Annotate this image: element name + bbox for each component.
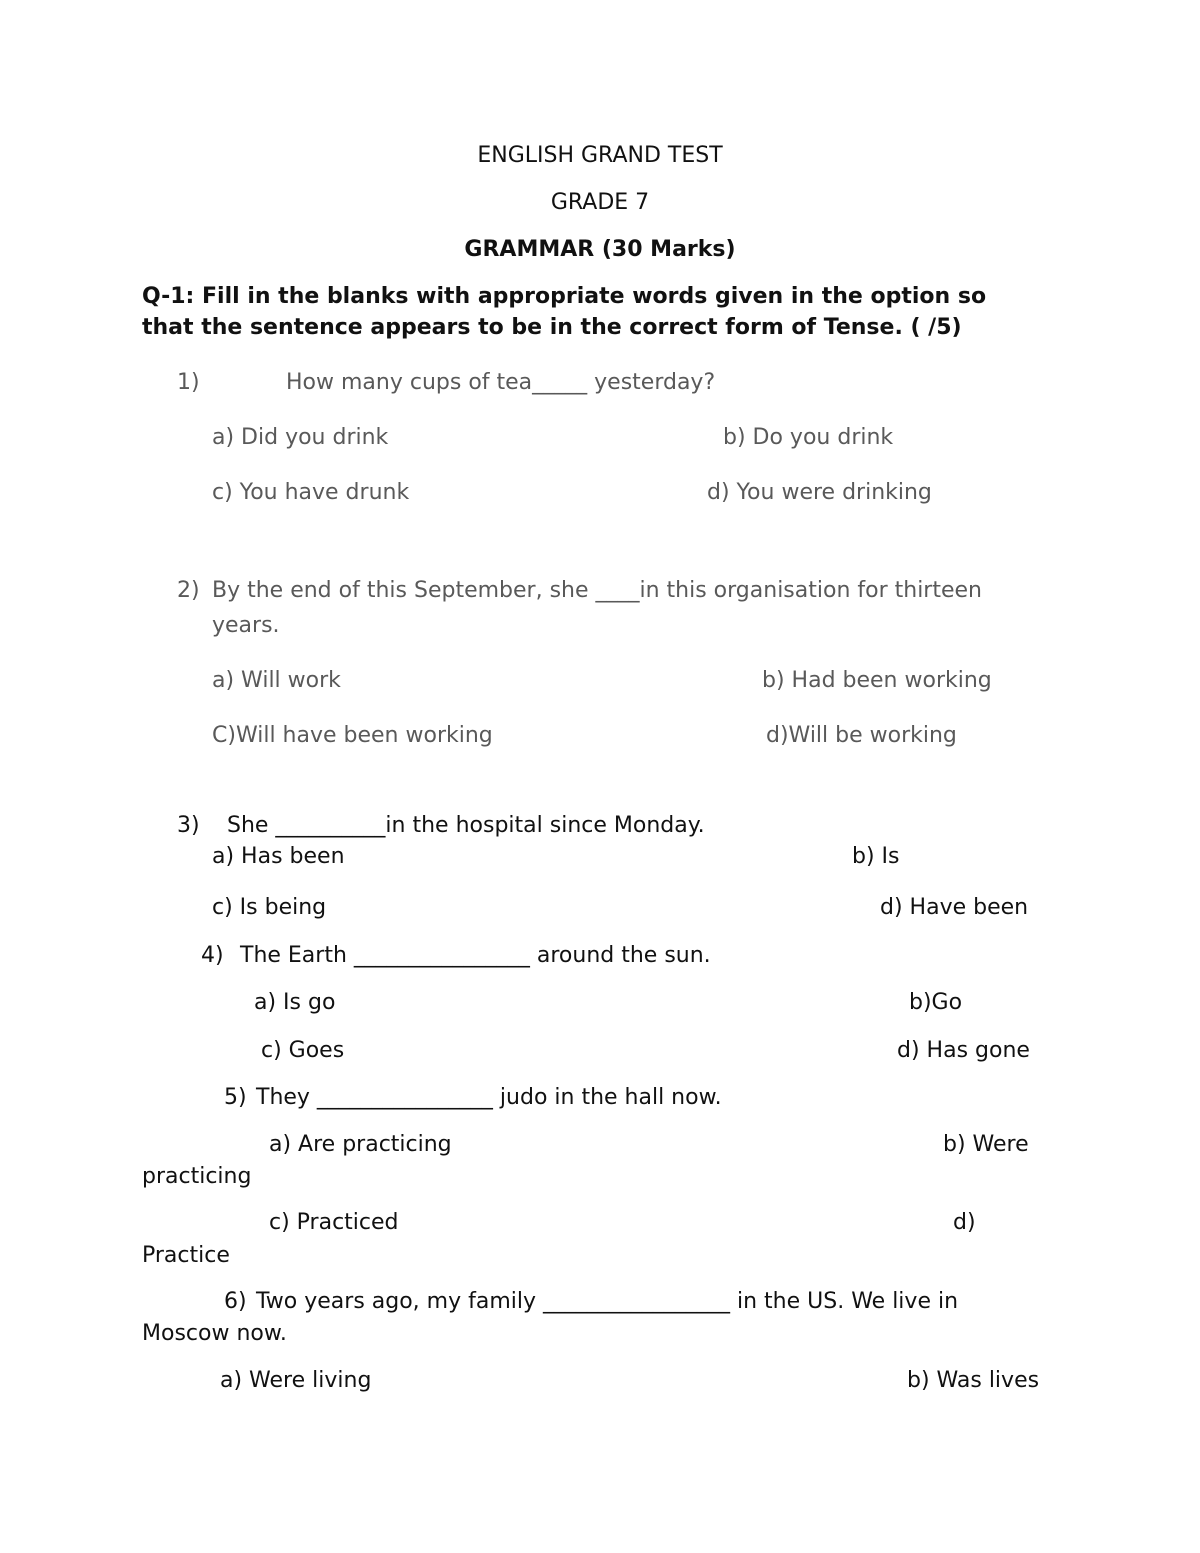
question-1-text: How many cups of tea_____ yesterday? xyxy=(286,370,716,395)
question-5-number: 5) xyxy=(224,1085,247,1110)
question-6-option-b: b) Was lives xyxy=(907,1368,1040,1393)
question-2-text-continued: years. xyxy=(212,613,280,638)
question-2-option-d: d)Will be working xyxy=(766,723,957,748)
question-3-option-a: a) Has been xyxy=(212,844,345,869)
question-6-text-continued: Moscow now. xyxy=(142,1321,287,1346)
question-1-option-a: a) Did you drink xyxy=(212,425,389,450)
question-3-text: She __________in the hospital since Monday. xyxy=(227,813,705,838)
section-heading: GRAMMAR (30 Marks) xyxy=(464,237,736,262)
question-2-number: 2) xyxy=(177,578,200,603)
question-4-option-d: d) Has gone xyxy=(897,1038,1030,1063)
instruction-line-1: Q-1: Fill in the blanks with appropriate words given in the option so xyxy=(142,284,987,309)
question-3-option-b: b) Is xyxy=(852,844,900,869)
question-5-option-d-continued: Practice xyxy=(142,1243,230,1268)
question-5-option-b-continued: practicing xyxy=(142,1164,252,1189)
question-5-option-a: a) Are practicing xyxy=(269,1132,452,1157)
question-4-number: 4) xyxy=(201,943,224,968)
question-2-option-a: a) Will work xyxy=(212,668,341,693)
question-2-option-c: C)Will have been working xyxy=(212,723,493,748)
test-title: ENGLISH GRAND TEST xyxy=(477,143,723,168)
question-5-option-c: c) Practiced xyxy=(269,1210,399,1235)
question-1-number: 1) xyxy=(177,370,200,395)
question-3-number: 3) xyxy=(177,813,200,838)
question-1-option-d: d) You were drinking xyxy=(707,480,932,505)
question-3-option-d: d) Have been xyxy=(880,895,1029,920)
question-3-option-c: c) Is being xyxy=(212,895,327,920)
question-4-option-b: b)Go xyxy=(909,990,963,1015)
grade-label: GRADE 7 xyxy=(550,190,650,215)
question-5-option-b: b) Were xyxy=(943,1132,1029,1157)
question-4-option-c: c) Goes xyxy=(261,1038,345,1063)
question-2-text: By the end of this September, she ____in this organisation for thirteen xyxy=(212,578,982,603)
question-1-option-b: b) Do you drink xyxy=(723,425,894,450)
question-4-option-a: a) Is go xyxy=(254,990,336,1015)
question-5-option-d: d) xyxy=(953,1210,976,1235)
question-5-text: They ________________ judo in the hall now. xyxy=(256,1085,722,1110)
instruction-line-2: that the sentence appears to be in the correct form of Tense. ( /5) xyxy=(142,315,962,340)
question-6-text: Two years ago, my family _________________ in the US. We live in xyxy=(256,1289,959,1314)
question-4-text: The Earth ________________ around the sun. xyxy=(240,943,711,968)
question-6-option-a: a) Were living xyxy=(220,1368,372,1393)
question-6-number: 6) xyxy=(224,1289,247,1314)
question-1-option-c: c) You have drunk xyxy=(212,480,410,505)
question-2-option-b: b) Had been working xyxy=(762,668,992,693)
